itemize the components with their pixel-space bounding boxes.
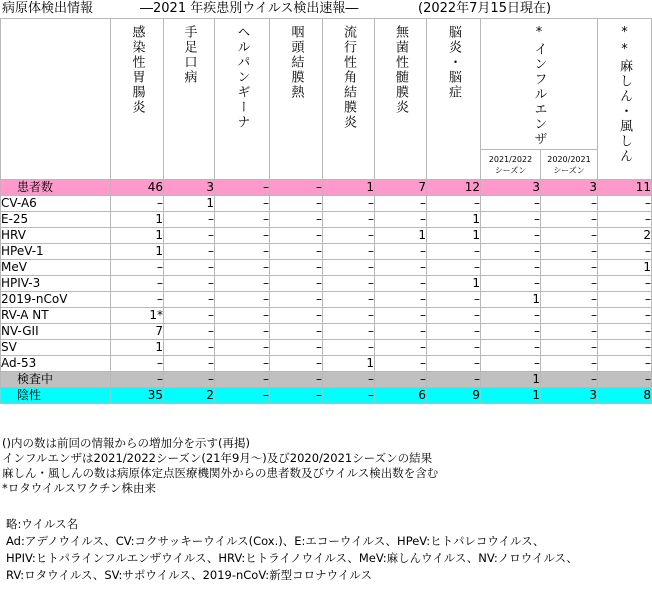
- table-cell: –: [270, 324, 323, 340]
- table-cell: 2: [164, 388, 215, 404]
- table-row: [1, 196, 652, 212]
- table-cell: –: [215, 308, 270, 324]
- table-cell: –: [375, 308, 427, 324]
- table-cell: –: [598, 292, 652, 308]
- table-cell: –: [270, 340, 323, 356]
- table-row: [1, 372, 652, 388]
- table-cell: –: [541, 308, 598, 324]
- table-cell: –: [541, 324, 598, 340]
- col-header: 感染性胃腸炎: [111, 19, 164, 180]
- table-cell: –: [270, 372, 323, 388]
- table-cell: –: [427, 340, 481, 356]
- subheader-season: 2021/2022 シーズン: [481, 150, 541, 180]
- table-cell: –: [270, 212, 323, 228]
- row-label: HRV: [1, 228, 111, 244]
- header-corner: [1, 19, 111, 180]
- virus-detection-table: [0, 18, 652, 404]
- table-row: [1, 276, 652, 292]
- header-center: ―2021 年疾患別ウイルス検出速報―: [140, 1, 359, 16]
- table-cell: 1: [481, 372, 541, 388]
- table-cell: –: [481, 212, 541, 228]
- col-header: 流行性角結膜炎: [323, 19, 375, 180]
- table-row: [1, 260, 652, 276]
- table-cell: –: [164, 212, 215, 228]
- row-label: Ad-53: [1, 356, 111, 372]
- row-label: 患者数: [1, 180, 111, 196]
- table-cell: –: [541, 292, 598, 308]
- table-cell: –: [481, 276, 541, 292]
- row-label: RV-A NT: [1, 308, 111, 324]
- table-row: [1, 212, 652, 228]
- table-cell: 1: [598, 260, 652, 276]
- table-cell: –: [111, 196, 164, 212]
- table-row: [1, 324, 652, 340]
- table-row: [1, 228, 652, 244]
- row-label: SV: [1, 340, 111, 356]
- table-cell: –: [541, 276, 598, 292]
- table-cell: –: [215, 372, 270, 388]
- table-cell: 1: [427, 212, 481, 228]
- table-cell: –: [427, 356, 481, 372]
- table-cell: 1*: [111, 308, 164, 324]
- table-cell: 9: [427, 388, 481, 404]
- table-cell: –: [164, 244, 215, 260]
- table-cell: 6: [375, 388, 427, 404]
- table-cell: –: [427, 260, 481, 276]
- table-cell: 8: [598, 388, 652, 404]
- table-cell: –: [164, 356, 215, 372]
- table-cell: –: [323, 308, 375, 324]
- col-header: **麻しん・風しん: [598, 19, 652, 180]
- table-cell: 1: [111, 212, 164, 228]
- table-cell: –: [481, 340, 541, 356]
- col-header: 咽頭結膜熱: [270, 19, 323, 180]
- report-header: [0, 0, 652, 18]
- table-cell: –: [427, 308, 481, 324]
- table-cell: –: [164, 260, 215, 276]
- table-cell: 7: [375, 180, 427, 196]
- table-cell: –: [541, 244, 598, 260]
- table-row: [1, 244, 652, 260]
- abbreviations: [6, 516, 578, 584]
- table-cell: –: [270, 292, 323, 308]
- note-line: インフルエンザは2021/2022シーズン(21年9月～)及び2020/2021シーズンの結果: [2, 451, 433, 465]
- table-cell: –: [215, 324, 270, 340]
- table-cell: –: [427, 324, 481, 340]
- table-cell: –: [323, 388, 375, 404]
- table-cell: –: [598, 308, 652, 324]
- table-cell: –: [323, 340, 375, 356]
- table-row: [1, 308, 652, 324]
- row-label: MeV: [1, 260, 111, 276]
- col-header: 手足口病: [164, 19, 215, 180]
- table-cell: –: [541, 196, 598, 212]
- table-cell: –: [215, 212, 270, 228]
- table-cell: –: [598, 244, 652, 260]
- table-cell: –: [270, 260, 323, 276]
- abbr-line: Ad:アデノウイルス、CV:コクサッキーウイルス(Cox.)、E:エコーウイルス、HPeV:ヒトパレコウイルス、: [6, 534, 545, 548]
- notes: [2, 436, 438, 496]
- table-cell: –: [598, 340, 652, 356]
- table-cell: –: [164, 228, 215, 244]
- table-cell: –: [111, 292, 164, 308]
- table-cell: –: [598, 324, 652, 340]
- table-cell: –: [375, 212, 427, 228]
- table-cell: 1: [481, 388, 541, 404]
- table-cell: –: [375, 292, 427, 308]
- table-cell: –: [481, 228, 541, 244]
- row-label: NV-GII: [1, 324, 111, 340]
- table-cell: –: [375, 276, 427, 292]
- row-label: E-25: [1, 212, 111, 228]
- table-cell: –: [270, 180, 323, 196]
- table-cell: –: [215, 180, 270, 196]
- table-cell: 3: [481, 180, 541, 196]
- table-cell: –: [215, 388, 270, 404]
- table-cell: –: [481, 244, 541, 260]
- table-cell: –: [598, 212, 652, 228]
- table-cell: –: [323, 292, 375, 308]
- table-cell: –: [111, 276, 164, 292]
- table-cell: –: [215, 260, 270, 276]
- table-cell: –: [111, 372, 164, 388]
- table-cell: 11: [598, 180, 652, 196]
- table-cell: –: [481, 324, 541, 340]
- abbr-line: RV:ロタウイルス、SV:サポウイルス、2019-nCoV:新型コロナウイルス: [6, 568, 372, 582]
- table-cell: –: [375, 196, 427, 212]
- table-cell: –: [164, 340, 215, 356]
- abbr-line: HPIV:ヒトパラインフルエンザウイルス、HRV:ヒトライノウイルス、MeV:麻しんウイルス、NV:ノロウイルス、: [6, 551, 578, 565]
- table-cell: –: [111, 356, 164, 372]
- col-header: 脳炎・脳症: [427, 19, 481, 180]
- table-cell: –: [215, 292, 270, 308]
- table-cell: 1: [427, 276, 481, 292]
- table-cell: –: [164, 308, 215, 324]
- table-cell: –: [375, 356, 427, 372]
- table-cell: 3: [164, 180, 215, 196]
- table-cell: 2: [598, 228, 652, 244]
- table-cell: –: [541, 356, 598, 372]
- header-left: 病原体検出情報: [2, 1, 94, 16]
- table-cell: –: [323, 260, 375, 276]
- table-cell: 3: [541, 180, 598, 196]
- header-right: (2022年7月15日現在): [418, 1, 552, 16]
- table-cell: –: [323, 196, 375, 212]
- table-cell: 1: [375, 228, 427, 244]
- col-header: 無菌性髄膜炎: [375, 19, 427, 180]
- table-cell: 35: [111, 388, 164, 404]
- table-cell: –: [323, 228, 375, 244]
- table-cell: –: [598, 356, 652, 372]
- table-row: [1, 180, 652, 196]
- table-cell: –: [481, 356, 541, 372]
- note-line: ()内の数は前回の情報からの増加分を示す(再掲): [2, 436, 250, 450]
- table-cell: –: [598, 276, 652, 292]
- col-header-influenza: *インフルエンザ: [481, 19, 598, 150]
- table-cell: –: [215, 340, 270, 356]
- table-cell: –: [164, 292, 215, 308]
- table-cell: –: [323, 324, 375, 340]
- table-cell: –: [323, 244, 375, 260]
- table-cell: –: [323, 212, 375, 228]
- table-cell: –: [541, 260, 598, 276]
- table-cell: 1: [481, 292, 541, 308]
- table-cell: 1: [111, 340, 164, 356]
- table-cell: –: [598, 372, 652, 388]
- table-cell: –: [164, 324, 215, 340]
- table-cell: –: [375, 340, 427, 356]
- table-cell: –: [270, 356, 323, 372]
- table-cell: –: [270, 244, 323, 260]
- table-cell: –: [270, 228, 323, 244]
- table-cell: –: [215, 196, 270, 212]
- row-label: 2019-nCoV: [1, 292, 111, 308]
- table-row: [1, 356, 652, 372]
- row-label: HPIV-3: [1, 276, 111, 292]
- table-cell: –: [323, 372, 375, 388]
- table-cell: –: [375, 260, 427, 276]
- table-cell: –: [427, 196, 481, 212]
- table-cell: –: [270, 276, 323, 292]
- table-cell: –: [375, 324, 427, 340]
- table-cell: 1: [111, 244, 164, 260]
- table-cell: 1: [427, 228, 481, 244]
- abbr-line: 略:ウイルス名: [6, 517, 79, 531]
- table-cell: –: [481, 196, 541, 212]
- table-cell: 1: [323, 180, 375, 196]
- note-line: 麻しん・風しんの数は病原体定点医療機関外からの患者数及びウイルス検出数を含む: [2, 466, 439, 480]
- table-cell: –: [541, 372, 598, 388]
- table-cell: –: [427, 292, 481, 308]
- table-cell: –: [427, 244, 481, 260]
- table-cell: –: [323, 276, 375, 292]
- table-cell: –: [481, 260, 541, 276]
- table-cell: –: [270, 196, 323, 212]
- table-cell: –: [427, 372, 481, 388]
- table-cell: –: [215, 356, 270, 372]
- table-cell: 1: [111, 228, 164, 244]
- table-cell: –: [164, 372, 215, 388]
- table-row: [1, 388, 652, 404]
- row-label: 検査中: [1, 372, 111, 388]
- row-label: 陰性: [1, 388, 111, 404]
- table-cell: –: [270, 388, 323, 404]
- table-cell: –: [481, 308, 541, 324]
- table-cell: 3: [541, 388, 598, 404]
- table-row: [1, 340, 652, 356]
- table-cell: –: [215, 228, 270, 244]
- table-cell: 46: [111, 180, 164, 196]
- table-cell: –: [111, 260, 164, 276]
- row-label: CV-A6: [1, 196, 111, 212]
- table-cell: 1: [164, 196, 215, 212]
- table-cell: –: [541, 340, 598, 356]
- table-cell: –: [270, 308, 323, 324]
- col-header: ヘルパンギーナ: [215, 19, 270, 180]
- table-cell: 1: [323, 356, 375, 372]
- table-cell: –: [375, 244, 427, 260]
- table-cell: 7: [111, 324, 164, 340]
- table-cell: –: [598, 196, 652, 212]
- note-line: *ロタウイルスワクチン株由来: [2, 481, 156, 495]
- row-label: HPeV-1: [1, 244, 111, 260]
- table-row: [1, 292, 652, 308]
- table-cell: –: [541, 228, 598, 244]
- table-cell: –: [164, 276, 215, 292]
- table-cell: –: [215, 244, 270, 260]
- table-cell: –: [541, 212, 598, 228]
- table-cell: –: [375, 372, 427, 388]
- table-cell: 12: [427, 180, 481, 196]
- table-cell: –: [215, 276, 270, 292]
- subheader-season: 2020/2021 シーズン: [541, 150, 598, 180]
